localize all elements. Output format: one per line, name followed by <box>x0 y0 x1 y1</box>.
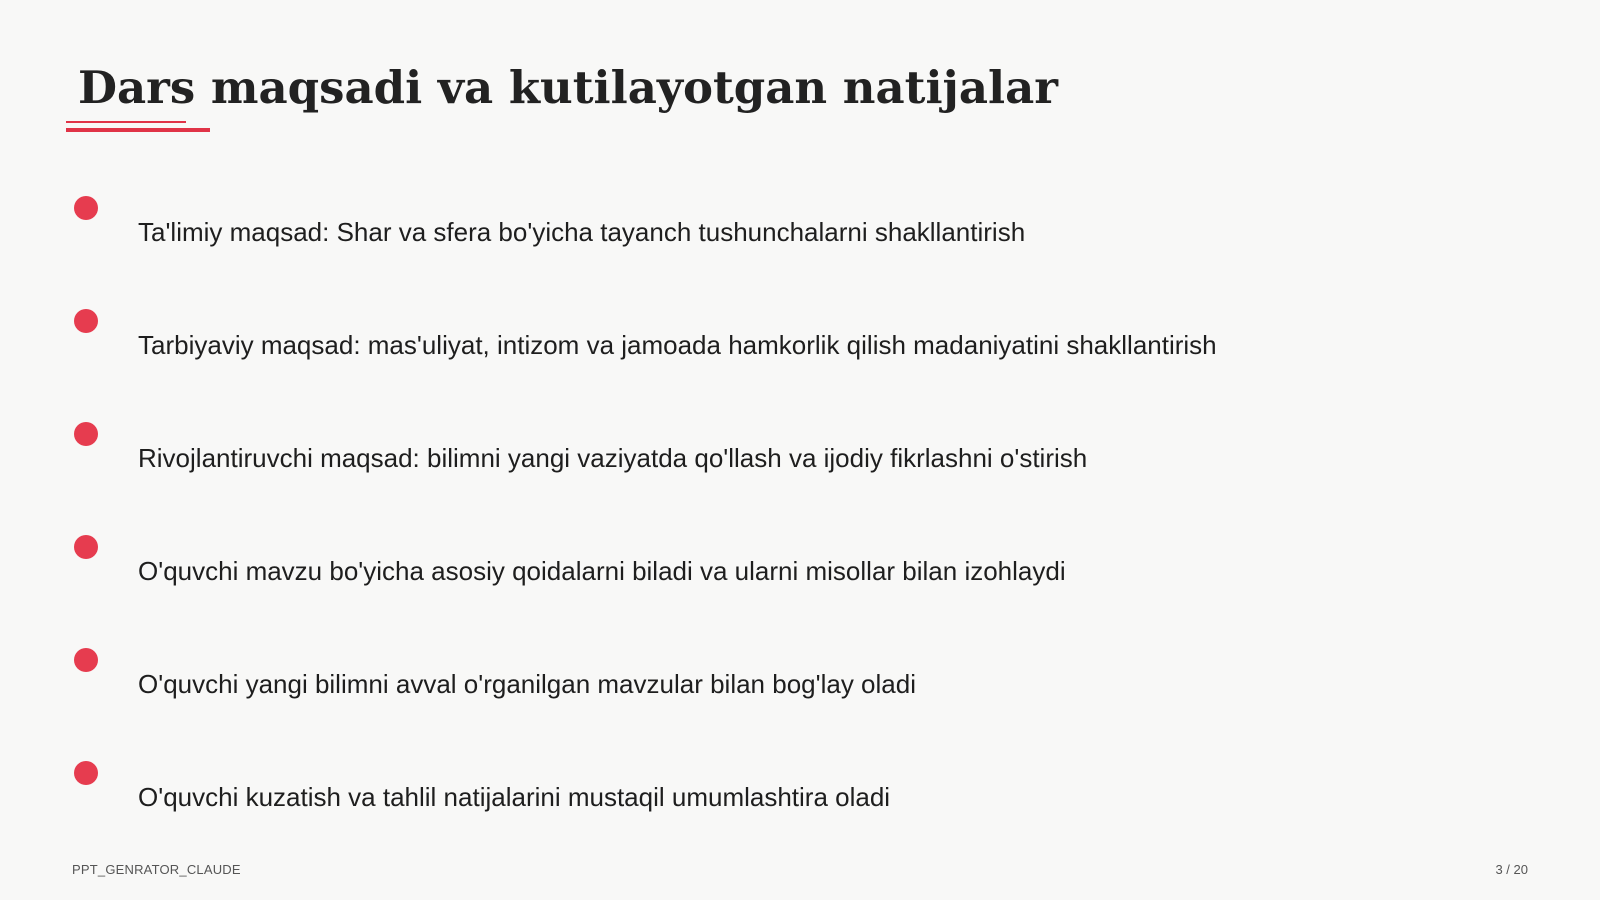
bullet-item <box>0 648 1500 708</box>
bullet-dot-icon <box>74 648 98 672</box>
bullet-text: Tarbiyaviy maqsad: mas'uliyat, intizom va jamoada hamkorlik qilish madaniyatini shakllantirish <box>138 330 1217 360</box>
bullet-dot-icon <box>74 761 98 785</box>
page-indicator: 3 / 20 <box>1495 862 1528 877</box>
bullet-text: O'quvchi kuzatish va tahlil natijalarini mustaqil umumlashtira oladi <box>138 782 891 812</box>
bullet-text: Ta'limiy maqsad: Shar va sfera bo'yicha tayanch tushunchalarni shakllantirish <box>138 217 1026 247</box>
bullet-text: O'quvchi mavzu bo'yicha asosiy qoidalarni biladi va ularni misollar bilan izohlaydi <box>138 556 1066 586</box>
bullet-dot-icon <box>74 535 98 559</box>
title-underline-top <box>66 121 186 123</box>
bullet-dot-icon <box>74 422 98 446</box>
bullet-item <box>0 535 1500 595</box>
bullet-item <box>0 196 1500 256</box>
bullet-dot-icon <box>74 309 98 333</box>
bullet-item <box>0 761 1500 821</box>
bullet-item <box>0 309 1500 369</box>
footer-brand: PPT_GENRATOR_CLAUDE <box>72 862 241 877</box>
bullet-text: Rivojlantiruvchi maqsad: bilimni yangi vaziyatda qo'llash va ijodiy fikrlashni o'stirish <box>138 443 1088 473</box>
bullet-dot-icon <box>74 196 98 220</box>
bullet-item <box>0 422 1500 482</box>
title-underline-bottom <box>66 128 210 132</box>
bullet-text: O'quvchi yangi bilimni avval o'rganilgan mavzular bilan bog'lay oladi <box>138 669 916 699</box>
slide-title: Dars maqsadi va kutilayotgan natijalar <box>78 61 1058 114</box>
